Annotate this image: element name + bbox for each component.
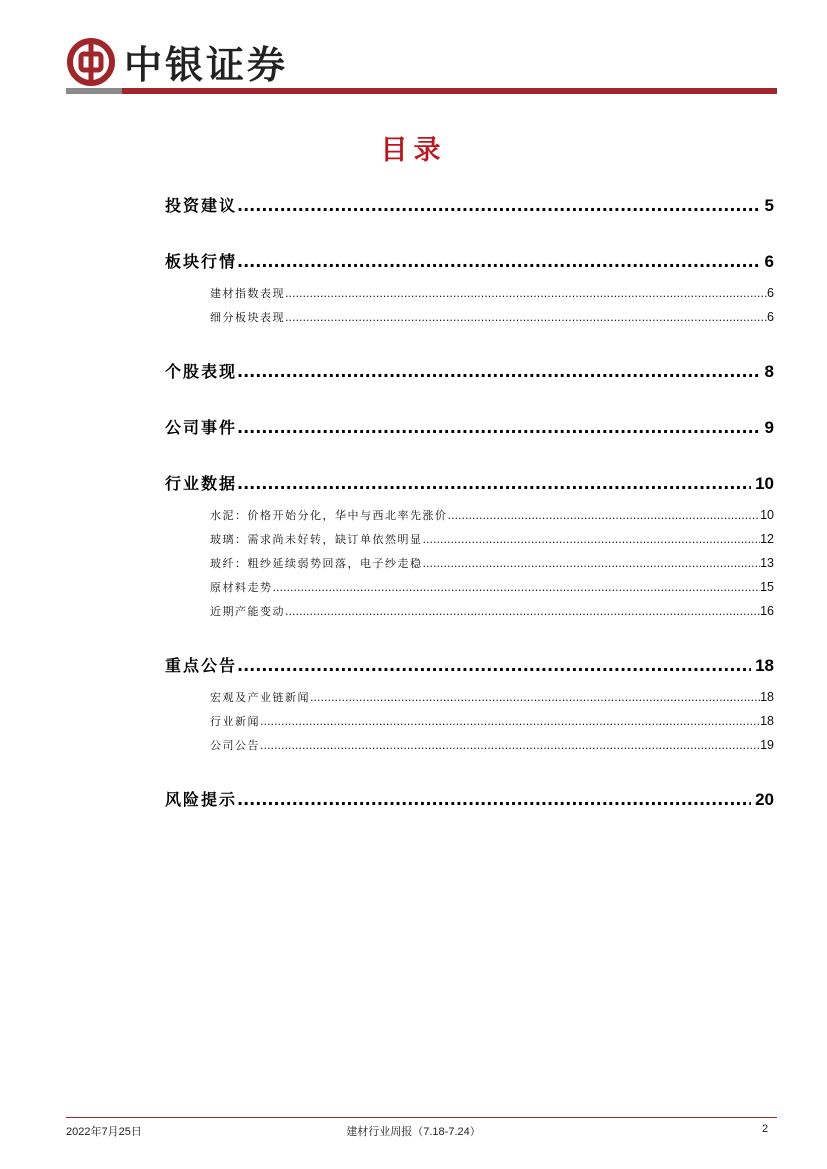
- dot-leader: [237, 362, 761, 381]
- dot-leader: [285, 306, 767, 330]
- dot-leader: [237, 196, 761, 215]
- toc-subsection-page: 10: [760, 508, 774, 522]
- toc-section[interactable]: [165, 359, 774, 385]
- toc-subsection[interactable]: [210, 527, 774, 551]
- toc-subsection-label: 原材料走势: [210, 581, 273, 594]
- toc-section-page: 6: [764, 252, 774, 271]
- toc-subsection-label: 玻纤：粗纱延续弱势回落，电子纱走稳: [210, 557, 423, 570]
- dot-leader: [237, 418, 761, 437]
- dot-leader: [260, 734, 760, 758]
- toc-section[interactable]: [165, 787, 774, 813]
- toc-section[interactable]: [165, 249, 774, 275]
- footer-page-number: 2: [762, 1123, 769, 1135]
- dot-leader: [237, 790, 751, 809]
- toc-section-page: 8: [764, 362, 774, 381]
- toc-section[interactable]: [165, 471, 774, 497]
- footer-rule: [66, 1117, 777, 1118]
- toc-subsection-page: 6: [767, 286, 774, 300]
- toc-subsection-label: 近期产能变动: [210, 605, 285, 618]
- toc-subsection[interactable]: [210, 685, 774, 709]
- footer-report-title: 建材行业周报（7.18-7.24）: [346, 1126, 481, 1138]
- header-rule: [66, 88, 777, 94]
- toc-subsection[interactable]: [210, 575, 774, 599]
- toc-subsection-page: 18: [760, 690, 774, 704]
- toc-subsection-label: 水泥：价格开始分化，华中与西北率先涨价: [210, 509, 448, 522]
- toc-section-label: 公司事件: [165, 418, 238, 437]
- dot-leader: [237, 474, 751, 493]
- toc-section[interactable]: [165, 653, 774, 679]
- toc-subsection-label: 建材指数表现: [210, 287, 285, 300]
- dot-leader: [423, 528, 761, 552]
- toc-subsection[interactable]: [210, 709, 774, 733]
- table-of-contents: [165, 190, 774, 813]
- toc-section-page: 10: [755, 474, 774, 493]
- dot-leader: [237, 252, 761, 271]
- toc-section-page: 20: [755, 790, 774, 809]
- toc-section[interactable]: [165, 193, 774, 219]
- toc-section-label: 板块行情: [165, 252, 238, 271]
- toc-subsection-page: 13: [760, 556, 774, 570]
- toc-subsection[interactable]: [210, 305, 774, 329]
- toc-subsection-page: 18: [760, 714, 774, 728]
- toc-subsection-page: 16: [760, 604, 774, 618]
- dot-leader: [448, 504, 761, 528]
- dot-leader: [237, 656, 751, 675]
- toc-title: 目录: [380, 135, 447, 166]
- dot-leader: [285, 600, 760, 624]
- dot-leader: [310, 686, 760, 710]
- toc-section[interactable]: [165, 415, 774, 441]
- header: [66, 34, 288, 89]
- toc-section-page: 5: [764, 196, 774, 215]
- dot-leader: [285, 282, 767, 306]
- dot-leader: [423, 552, 761, 576]
- toc-subsection[interactable]: [210, 733, 774, 757]
- toc-subsection-label: 行业新闻: [210, 715, 260, 728]
- toc-subsection[interactable]: [210, 281, 774, 305]
- toc-section-page: 18: [755, 656, 774, 675]
- toc-subsection[interactable]: [210, 599, 774, 623]
- dot-leader: [273, 576, 761, 600]
- toc-section-label: 风险提示: [165, 790, 238, 809]
- toc-subsection-page: 12: [760, 532, 774, 546]
- toc-subsection-page: 19: [760, 738, 774, 752]
- bank-of-china-logo-icon: [66, 37, 116, 87]
- toc-subsection[interactable]: [210, 503, 774, 527]
- toc-subsection[interactable]: [210, 551, 774, 575]
- brand-name: 中银证券: [124, 42, 289, 87]
- toc-subsection-page: 6: [767, 310, 774, 324]
- toc-subsection-page: 15: [760, 580, 774, 594]
- toc-subsection-label: 宏观及产业链新闻: [210, 691, 310, 704]
- toc-subsection-label: 公司公告: [210, 739, 260, 752]
- toc-section-label: 重点公告: [165, 656, 238, 675]
- toc-section-label: 个股表现: [165, 362, 238, 381]
- toc-section-page: 9: [764, 418, 774, 437]
- toc-section-label: 投资建议: [165, 196, 238, 215]
- footer-date: 2022年7月25日: [66, 1126, 142, 1138]
- toc-subsection-label: 细分板块表现: [210, 311, 285, 324]
- toc-section-label: 行业数据: [165, 474, 238, 493]
- toc-subsection-label: 玻璃：需求尚未好转，缺订单依然明显: [210, 533, 423, 546]
- dot-leader: [260, 710, 760, 734]
